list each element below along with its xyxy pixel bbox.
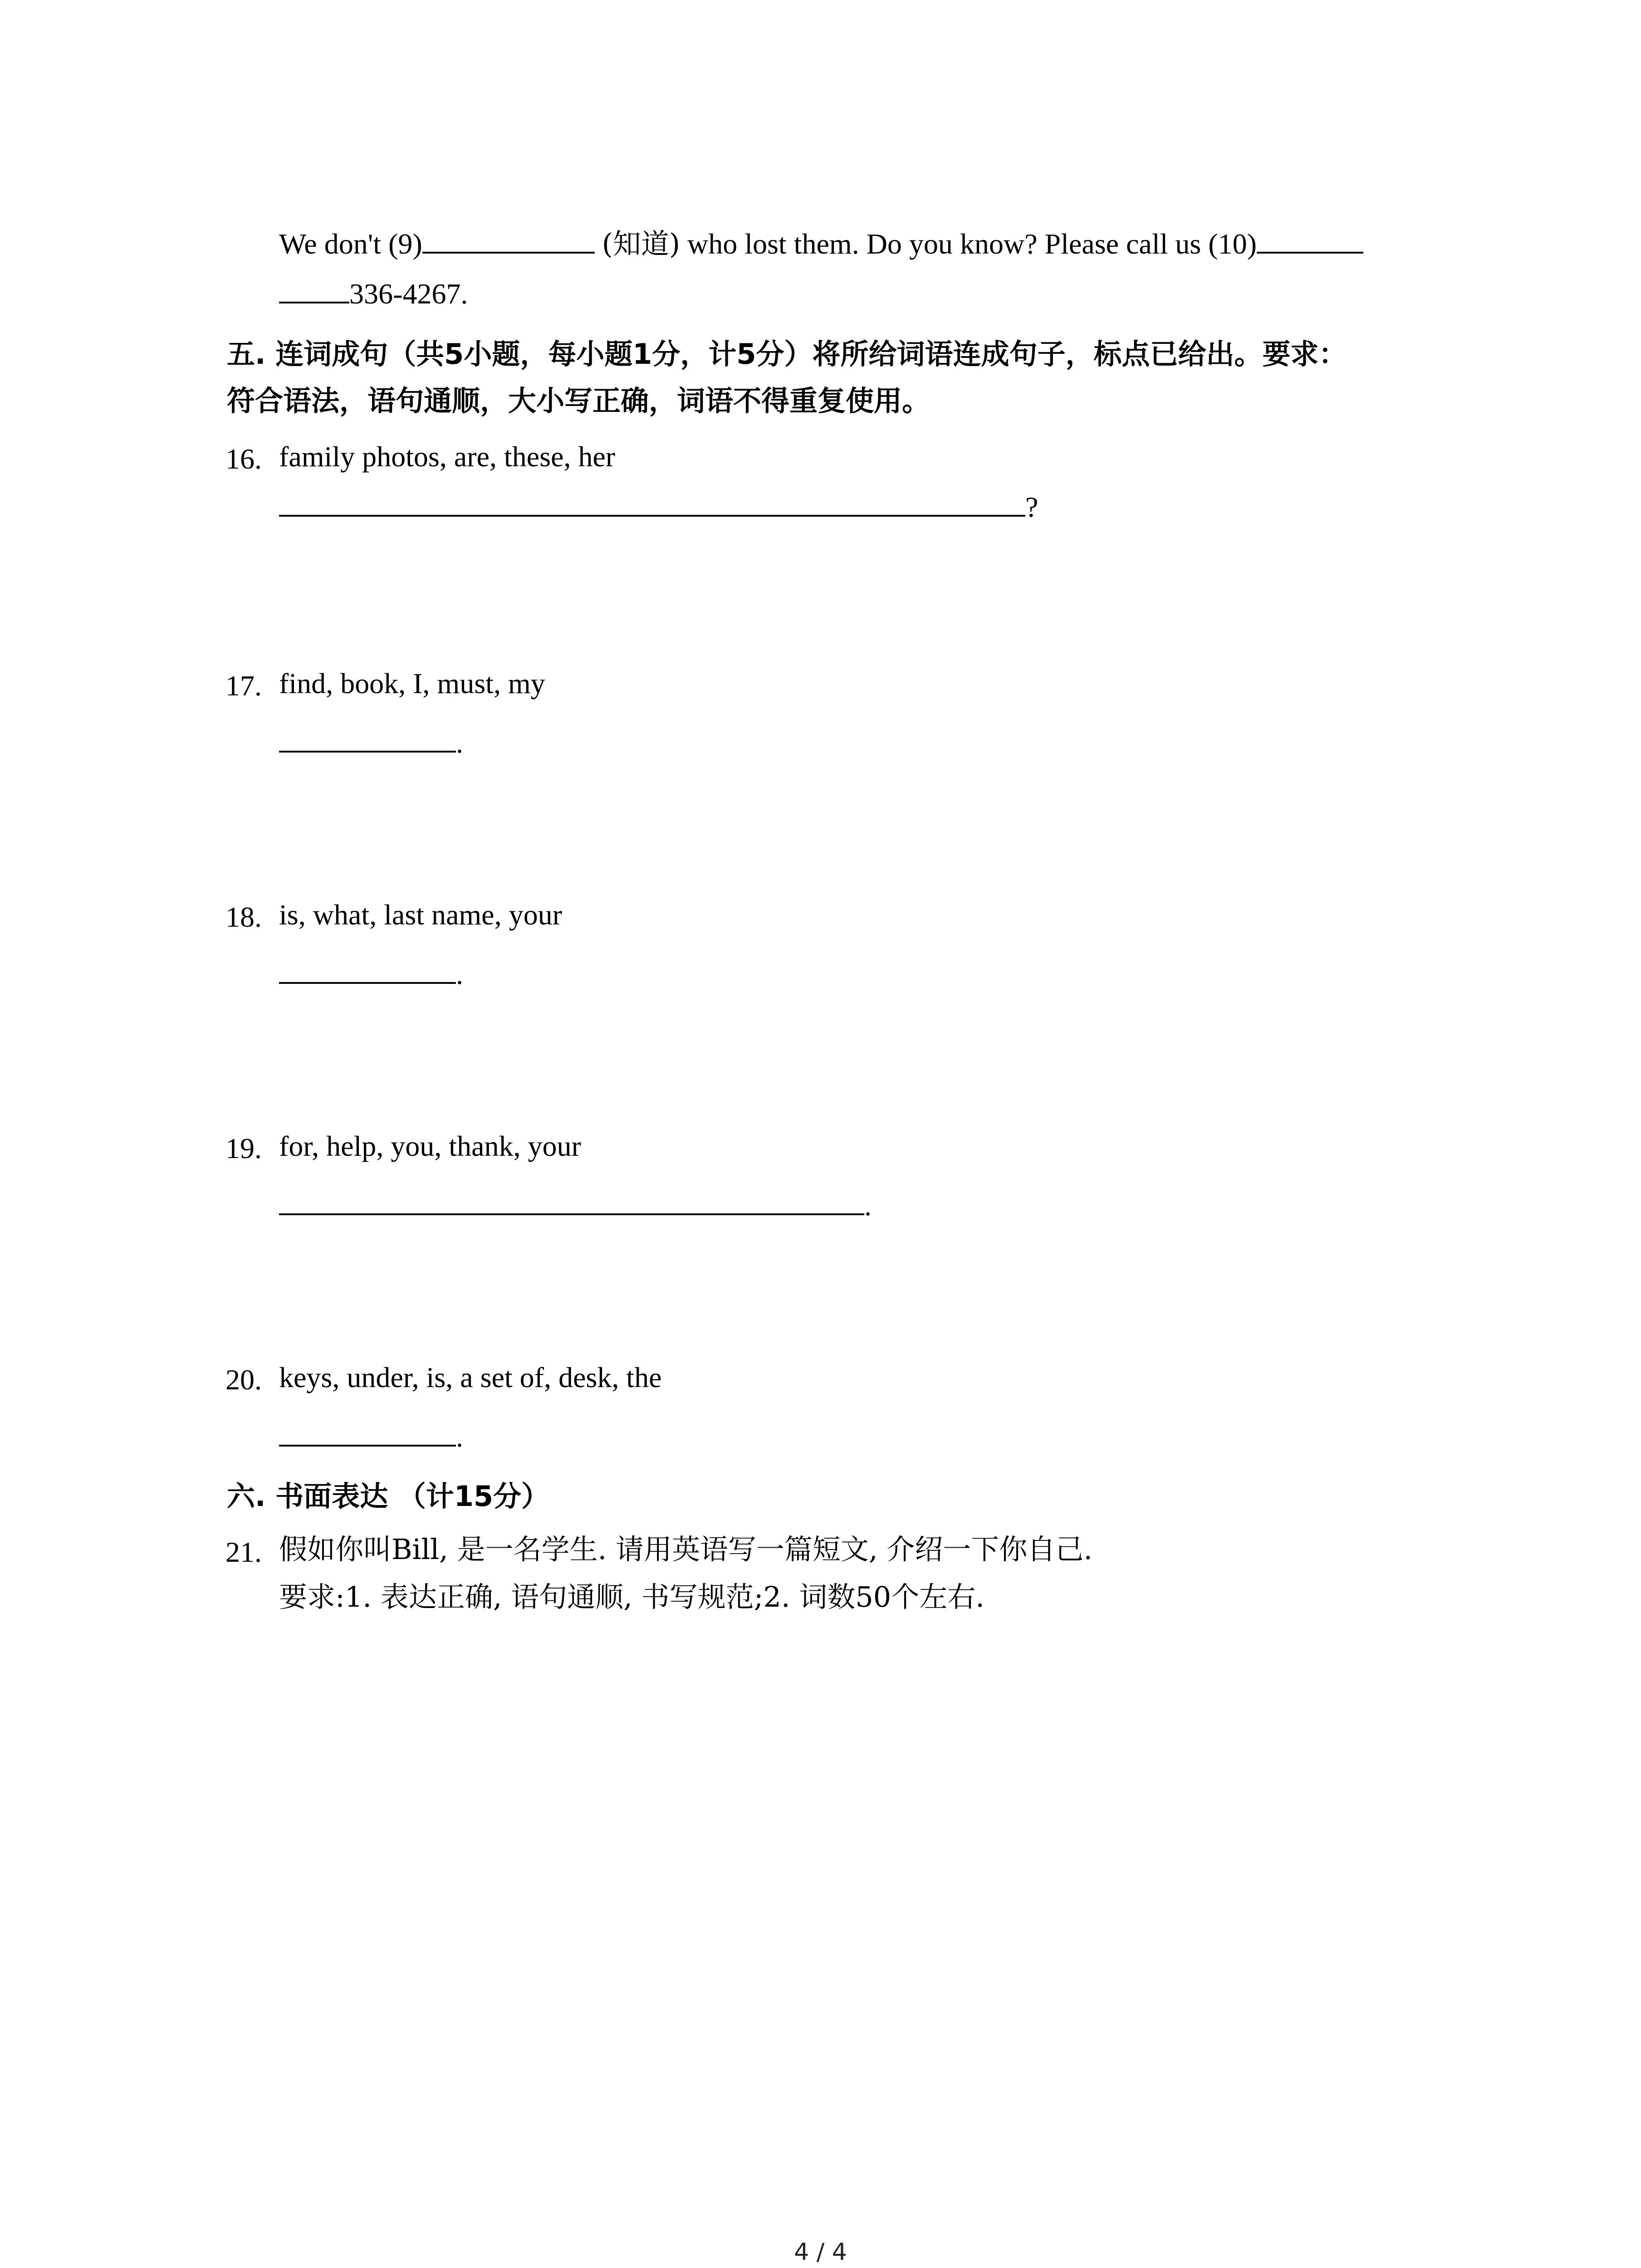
question-16-words: family photos, are, these, her: [279, 440, 616, 473]
section5-heading-line1: 五. 连词成句（共5小题，每小题1分，计5分）将所给词语连成句子，标点已给出。要求：: [227, 337, 1347, 371]
answer-blank-20[interactable]: [279, 1418, 456, 1447]
answer-line-17: [279, 723, 463, 758]
answer-line-18: [279, 955, 463, 989]
section5-heading-line2: 符合语法，语句通顺，大小写正确，词语不得重复使用。: [227, 384, 931, 417]
answer-punct-20: .: [456, 1421, 463, 1453]
answer-blank-18[interactable]: [279, 955, 456, 984]
question-17-words: find, book, I, must, my: [279, 667, 545, 699]
section6-heading: 六. 书面表达 （计15分）: [227, 1480, 550, 1513]
question-20-words: keys, under, is, a set of, desk, the: [279, 1361, 662, 1393]
question-number: 21.: [225, 1536, 262, 1568]
page-indicator: 4 / 4: [794, 2239, 847, 2266]
question-number: 18.: [225, 901, 262, 933]
blank-10-part2[interactable]: [279, 274, 349, 303]
question-number: 19.: [225, 1132, 262, 1164]
question-18-words: is, what, last name, your: [279, 899, 562, 931]
answer-blank-19[interactable]: [279, 1186, 864, 1215]
answer-line-20: [279, 1418, 463, 1452]
question-number: 20.: [225, 1364, 262, 1396]
answer-punct-19: .: [864, 1189, 872, 1222]
passage-line-2: [279, 274, 468, 308]
passage-hint: (知道): [602, 227, 681, 260]
writing-prompt-line2: 要求:1. 表达正确, 语句通顺, 书写规范;2. 词数50个左右.: [279, 1580, 985, 1613]
answer-punct-16: ?: [1025, 491, 1038, 523]
question-number: 17.: [225, 670, 262, 702]
passage-text-a: We don't (9): [279, 228, 422, 260]
answer-punct-18: .: [456, 958, 463, 990]
answer-blank-17[interactable]: [279, 723, 456, 753]
passage-line-1: [279, 225, 1363, 259]
answer-line-16: [279, 488, 1038, 522]
passage-text-b: who lost them. Do you know? Please call us (10): [680, 228, 1257, 260]
answer-line-19: [279, 1186, 872, 1220]
answer-blank-16[interactable]: [279, 488, 1025, 517]
blank-9[interactable]: [422, 225, 595, 254]
passage-phone: 336-4267.: [349, 278, 468, 310]
question-number: 16.: [225, 443, 262, 475]
blank-10-part1[interactable]: [1257, 225, 1363, 254]
writing-prompt-line1: 假如你叫Bill, 是一名学生. 请用英语写一篇短文, 介绍一下你自己.: [279, 1533, 1093, 1566]
answer-punct-17: .: [456, 727, 463, 759]
question-19-words: for, help, you, thank, your: [279, 1130, 581, 1162]
